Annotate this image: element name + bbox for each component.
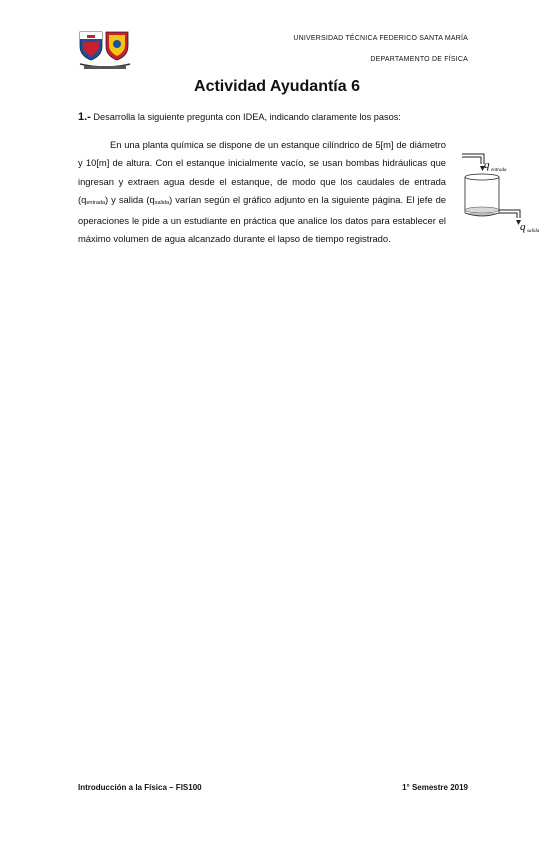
tank-bottom (465, 213, 499, 216)
statement-part-1: En una planta química se dispone de un estanque cilíndrico de 5[m] de diámetro y 10[m] de altura. Con el estanque inicialmente vacío, se usan bombas hidráulicas que ingresan y extraen agua desde el estanque, de modo que los caudales de entrada (q (78, 139, 446, 205)
outlet-pipe-inner (499, 213, 517, 218)
university-name: UNIVERSIDAD TÉCNICA FEDERICO SANTA MARÍA (293, 35, 468, 42)
question-instruction: Desarrolla la siguiente pregunta con IDEA, indicando claramente los pasos: (93, 112, 401, 122)
department-name: DEPARTAMENTO DE FÍSICA (370, 56, 468, 63)
tank-diagram (460, 150, 540, 238)
question-number: 1.- (78, 111, 91, 123)
page-title: Actividad Ayudantía 6 (194, 78, 360, 95)
tank-water (465, 207, 499, 213)
statement-sub-out: salida (154, 199, 170, 206)
tank-top (465, 174, 499, 180)
statement-part-3: ) varían según el gráfico adjunto en la siguiente página. El jefe de operaciones le pide a un estudiante en práctica que analice los datos para establecer el máximo volumen de agua alcanzado durante el lapso de tiempo registrado. (78, 193, 446, 245)
footer-semester: 1° Semestre 2019 (402, 783, 468, 792)
outlet-label: q (520, 221, 526, 233)
statement-part-2: ) y salida (q (105, 193, 155, 205)
problem-statement (78, 136, 446, 249)
inlet-pipe-inner (462, 157, 481, 164)
university-logo (78, 30, 132, 72)
statement-sub-in: entrada (86, 199, 105, 206)
outlet-label-sub: salida (527, 229, 540, 234)
inlet-label-sub: entrada (491, 168, 507, 173)
question-instruction-line (78, 111, 401, 123)
inlet-label: q (484, 159, 490, 171)
footer-course: Introducción a la Física – FIS100 (78, 783, 202, 792)
